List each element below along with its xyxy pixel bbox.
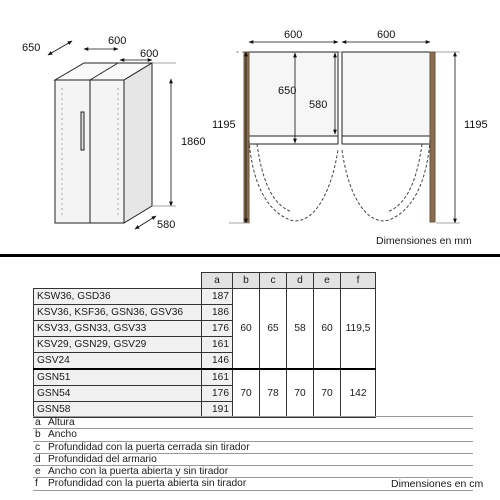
legend-item — [33, 465, 473, 477]
caption-mm: Dimensiones en mm — [376, 235, 472, 247]
model-cell: KSV33, GSN33, GSV33 — [34, 321, 202, 337]
height-cell: 161 — [202, 369, 233, 386]
dim-line-depth-bottom — [135, 216, 156, 229]
legend-key: a — [35, 417, 41, 428]
legend-text: Ancho — [48, 429, 77, 441]
model-cell: GSV24 — [34, 353, 202, 370]
dim-open-depth: 650 — [278, 85, 297, 97]
door-swing-right-inner — [387, 144, 422, 212]
height-cell: 186 — [202, 305, 233, 321]
fridge-top-view — [236, 52, 436, 222]
model-cell: GSN58 — [34, 402, 202, 418]
height-cell: 146 — [202, 353, 233, 370]
model-cell: KSW36, GSD36 — [34, 289, 202, 305]
fridge-side-face — [124, 63, 152, 223]
height-cell: 176 — [202, 386, 233, 402]
table-header: b — [233, 273, 260, 289]
legend-text: Ancho con la puerta abierta y sin tirador — [48, 466, 229, 478]
dim-open-left: 1195 — [212, 119, 236, 131]
table-header: e — [314, 273, 341, 289]
legend-item — [33, 453, 473, 465]
depth-open-cell: 119,5 — [341, 289, 376, 370]
table-row — [34, 369, 376, 386]
table-row — [34, 289, 376, 305]
dim-open-right: 1195 — [464, 119, 488, 131]
legend-item — [33, 441, 473, 453]
section-divider — [0, 254, 500, 257]
dim-body-depth: 580 — [309, 99, 328, 111]
cabinet-depth-cell: 58 — [287, 289, 314, 370]
depth-closed-cell: 78 — [260, 369, 287, 418]
dimension-table — [33, 272, 376, 418]
height-cell: 191 — [202, 402, 233, 418]
dim-top-left: 600 — [284, 29, 303, 41]
door-swing-right — [342, 140, 430, 221]
table-header-row — [34, 273, 376, 289]
legend-text: Profundidad con la puerta abierta sin tirador — [48, 478, 247, 490]
legend-text: Profundidad con la puerta cerrada sin tirador — [48, 441, 250, 453]
door-swing-left-inner — [257, 144, 292, 212]
legend-key: c — [35, 441, 41, 453]
caption-cm: Dimensiones en cm — [391, 478, 484, 490]
table-header: c — [260, 273, 287, 289]
width-cell: 60 — [233, 289, 260, 370]
legend-key: d — [35, 453, 41, 465]
legend-text: Altura — [48, 417, 75, 428]
legend-text: Profundidad del armario — [48, 453, 157, 465]
legend-item — [33, 428, 473, 440]
table-header: d — [287, 273, 314, 289]
model-cell: GSN54 — [34, 386, 202, 402]
cabinet-depth-cell: 70 — [287, 369, 314, 418]
height-cell: 187 — [202, 289, 233, 305]
model-cell: KSV29, GSN29, GSV29 — [34, 337, 202, 353]
legend-item — [33, 416, 473, 428]
table-header — [34, 273, 202, 289]
width-cell: 70 — [233, 369, 260, 418]
table-header: a — [202, 273, 233, 289]
height-cell: 161 — [202, 337, 233, 353]
table-header: f — [341, 273, 376, 289]
door-handle — [81, 112, 84, 150]
dim-width-a: 600 — [108, 35, 127, 47]
width-open-cell: 70 — [314, 369, 341, 418]
depth-open-cell: 142 — [341, 369, 376, 418]
dim-line-depth-left — [48, 41, 72, 55]
legend-key: e — [35, 466, 41, 478]
legend-key: f — [35, 478, 38, 490]
width-open-cell: 60 — [314, 289, 341, 370]
depth-closed-cell: 65 — [260, 289, 287, 370]
cabinet-body-right — [342, 52, 430, 136]
door-swing-left — [249, 140, 338, 221]
model-cell: GSN51 — [34, 369, 202, 386]
dim-height: 1860 — [181, 136, 206, 148]
height-cell: 176 — [202, 321, 233, 337]
fridge-3d-view — [55, 63, 152, 223]
dim-top-right: 600 — [377, 29, 396, 41]
legend-key: b — [35, 429, 41, 441]
dim-depth-left: 650 — [22, 42, 41, 54]
model-cell: KSV36, KSF36, GSN36, GSV36 — [34, 305, 202, 321]
dim-depth-bottom: 580 — [157, 219, 176, 231]
dim-width-b: 600 — [140, 48, 159, 60]
